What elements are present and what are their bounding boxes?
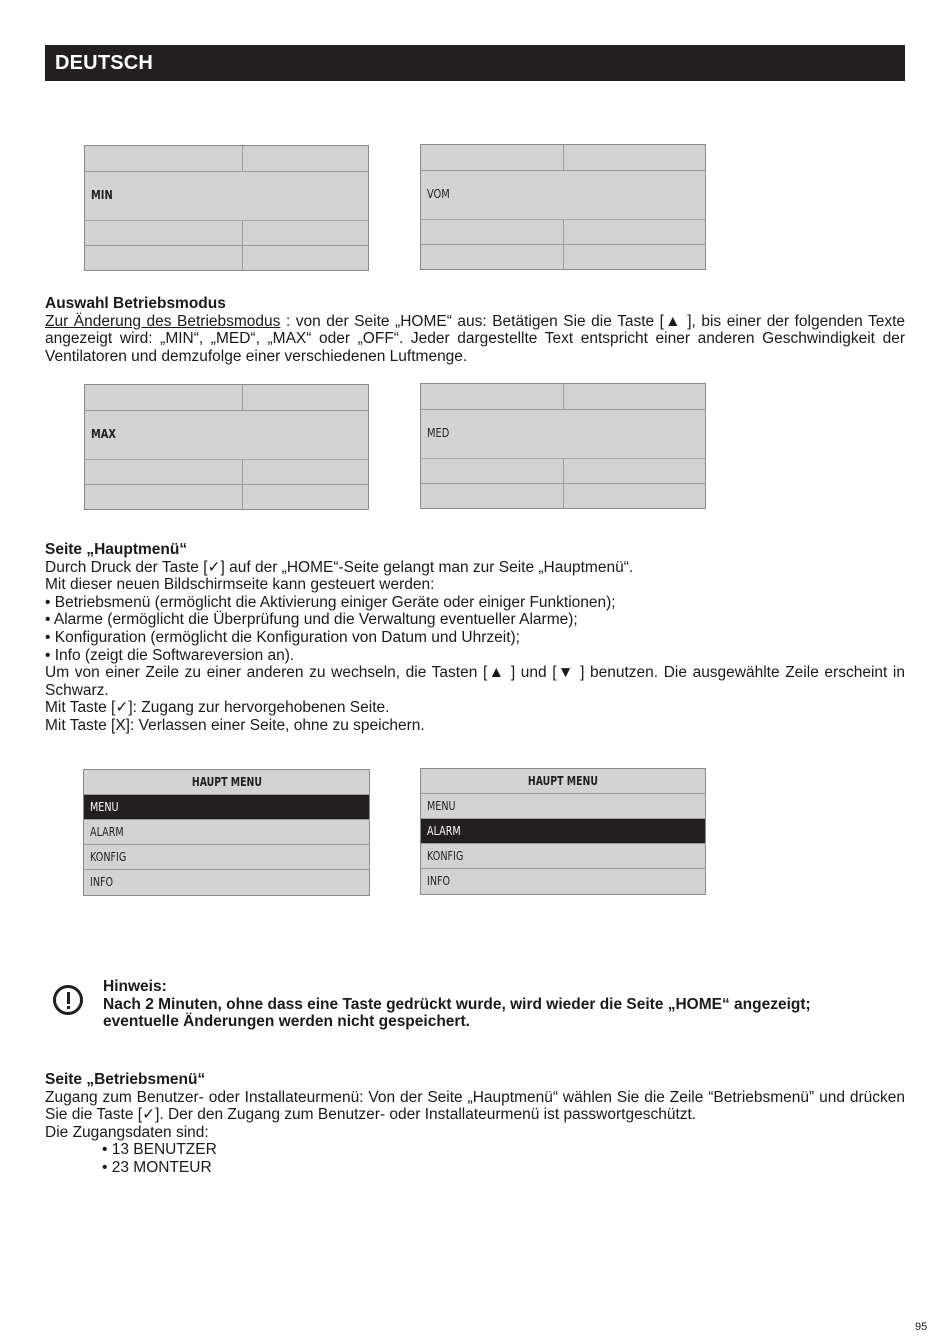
menu-title: HAUPT MENU <box>84 770 369 795</box>
note-line: Nach 2 Minuten, ohne dass eine Taste gedrückt wurde, wird wieder die Seite „HOME“ angezeigt; <box>103 995 811 1013</box>
display-row <box>85 221 368 246</box>
paragraph-text: : von der Seite „HOME“ aus: Betätigen Sie die Taste [▲ ], bis einer der folgenden Texte angezeigt wird: „MIN“, „MED“, „MAX“ oder „OFF“. Jeder dargestellte Text entspricht einer anderen Geschwindigkeit der Ventilatoren und demzufolge einer verschiedenen Luftmenge. <box>45 312 905 365</box>
display-row <box>421 245 705 270</box>
display-row <box>421 220 705 245</box>
underlined-phrase: Zur Änderung des Betriebsmodus <box>45 312 281 330</box>
menu-item-menu: MENU <box>421 794 705 819</box>
display-row <box>85 172 368 221</box>
mode-label: VOM <box>427 187 450 201</box>
bullet-item: • Alarme (ermöglicht die Überprüfung und die Verwaltung eventueller Alarme); <box>45 611 578 629</box>
display-med <box>420 383 706 509</box>
display-row <box>421 410 705 459</box>
display-row <box>421 145 705 171</box>
menu-item-alarm: ALARM <box>421 819 705 844</box>
display-vom <box>420 144 706 270</box>
mode-paragraph <box>45 313 905 366</box>
paragraph-text: Die Zugangsdaten sind: <box>45 1123 209 1141</box>
language-header: DEUTSCH <box>45 45 905 81</box>
mode-label: MIN <box>91 188 113 202</box>
display-row <box>85 460 368 485</box>
exclamation-circle-icon <box>53 985 83 1015</box>
note-title: Hinweis: <box>103 978 167 995</box>
display-row <box>421 459 705 484</box>
display-row <box>85 246 368 271</box>
main-menu-display-1 <box>83 769 370 896</box>
bullet-item: • Konfiguration (ermöglicht die Konfiguration von Datum und Uhrzeit); <box>45 628 520 646</box>
display-row <box>421 484 705 509</box>
paragraph-text: Mit dieser neuen Bildschirmseite kann gesteuert werden: <box>45 576 435 594</box>
main-menu-display-2 <box>420 768 706 895</box>
menu-item-alarm: ALARM <box>84 820 369 845</box>
menu-item-info: INFO <box>90 875 114 889</box>
display-min <box>84 145 369 271</box>
mode-label: MED <box>427 426 450 440</box>
section-heading: Auswahl Betriebsmodus <box>45 295 226 312</box>
menu-item-konfig: KONFIG <box>84 845 369 870</box>
paragraph-text: Zugang zum Benutzer- oder Installateurmenü: Von der Seite „Hauptmenü“ wählen Sie die Zeile “Betriebsmenü” und drücken Sie die Taste [✓]. Der den Zugang zum Benutzer- oder Installateurmenü ist passwortgeschützt. <box>45 1088 905 1124</box>
mode-label: MAX <box>91 427 116 441</box>
section-heading: Seite „Hauptmenü“ <box>45 541 188 558</box>
menu-item-konfig: KONFIG <box>421 844 705 869</box>
code-item: • 23 MONTEUR <box>102 1158 212 1176</box>
note-line: eventuelle Änderungen werden nicht gespeichert. <box>103 1013 470 1031</box>
mode-section <box>45 295 905 365</box>
paragraph-text: Mit Taste [✓]: Zugang zur hervorgehobenen Seite. <box>45 699 390 717</box>
display-row <box>421 384 705 410</box>
code-item: • 13 BENUTZER <box>102 1141 217 1159</box>
display-row <box>85 146 368 172</box>
menu-item-menu: MENU <box>84 795 369 820</box>
display-row <box>421 171 705 220</box>
menu-item-info: INFO <box>427 874 451 888</box>
display-max <box>84 384 369 510</box>
main-menu-section <box>45 541 905 735</box>
paragraph-text: Mit Taste [X]: Verlassen einer Seite, ohne zu speichern. <box>45 716 425 734</box>
note <box>103 978 883 1031</box>
paragraph-text: Um von einer Zeile zu einer anderen zu wechseln, die Tasten [▲ ] und [▼ ] benutzen. Die ausgewählte Zeile erscheint in Schwarz. <box>45 664 905 699</box>
menu-title: HAUPT MENU <box>421 769 705 794</box>
display-row <box>85 485 368 510</box>
page-number: 95 <box>915 1321 928 1333</box>
display-row <box>85 385 368 411</box>
paragraph-text: Durch Druck der Taste [✓] auf der „HOME“-Seite gelangt man zur Seite „Hauptmenü“. <box>45 558 634 576</box>
operating-menu-section <box>45 1071 905 1177</box>
display-row <box>85 411 368 460</box>
section-heading: Seite „Betriebsmenü“ <box>45 1071 206 1088</box>
bullet-item: • Info (zeigt die Softwareversion an). <box>45 646 295 664</box>
bullet-item: • Betriebsmenü (ermöglicht die Aktivierung einiger Geräte oder einiger Funktionen); <box>45 593 616 611</box>
